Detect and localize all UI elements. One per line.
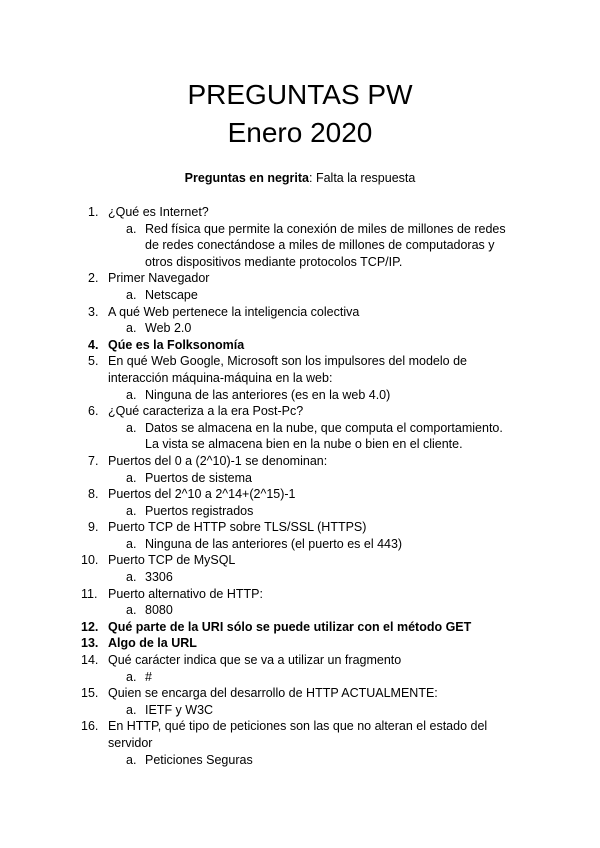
question-text: Algo de la URL <box>108 636 197 651</box>
question-item <box>0 270 528 287</box>
answer-item <box>0 420 520 453</box>
question-item <box>0 337 528 354</box>
answer-item <box>0 387 520 404</box>
question-number: 9. <box>88 520 99 535</box>
answer-text: IETF y W3C <box>145 702 214 717</box>
question-item <box>0 304 528 321</box>
question-number: 6. <box>88 404 99 419</box>
question-number: 15. <box>81 686 99 701</box>
question-text: ¿Qué caracteriza a la era Post-Pc? <box>108 404 304 419</box>
answer-item <box>0 320 520 337</box>
question-number: 16. <box>81 719 99 734</box>
question-item <box>0 652 528 669</box>
question-item <box>0 486 528 503</box>
question-item <box>0 635 528 652</box>
question-number: 2. <box>88 271 99 286</box>
question-item <box>0 353 528 386</box>
question-item <box>0 718 528 751</box>
answer-letter: a. <box>126 503 137 518</box>
question-item <box>0 619 528 636</box>
answer-text: Web 2.0 <box>145 321 192 336</box>
answer-text: # <box>145 669 152 684</box>
question-item <box>0 586 528 603</box>
answer-text: Ninguna de las anteriores (es en la web 4.0) <box>145 387 391 402</box>
question-text: En HTTP, qué tipo de peticiones son las que no alteran el estado del servidor <box>108 719 488 750</box>
answer-text: Puertos registrados <box>145 503 254 518</box>
legend-text: : Falta la respuesta <box>309 171 416 185</box>
answer-text: Puertos de sistema <box>145 470 252 485</box>
question-number: 4. <box>88 337 99 352</box>
answer-letter: a. <box>126 570 137 585</box>
answer-item <box>0 752 520 769</box>
answer-letter: a. <box>126 603 137 618</box>
question-list <box>0 204 600 768</box>
answer-text: Peticiones Seguras <box>145 752 253 767</box>
question-text: Quien se encarga del desarrollo de HTTP ACTUALMENTE: <box>108 686 438 701</box>
question-text: Puertos del 2^10 a 2^14+(2^15)-1 <box>108 487 296 502</box>
question-item <box>0 453 528 470</box>
answer-item <box>0 470 520 487</box>
document-subtitle-date: Enero 2020 <box>227 117 373 148</box>
question-number: 14. <box>81 653 99 668</box>
question-item <box>0 685 528 702</box>
answer-text: Red física que permite la conexión de miles de millones de redes de redes conectándose a miles de millones de computadoras y otros dispositivos mediante protocolos TCP/IP. <box>145 221 506 269</box>
answer-text: 8080 <box>145 603 173 618</box>
question-text: ¿Qué es Internet? <box>108 205 209 219</box>
answer-text: Datos se almacena en la nube, que computa el comportamiento. La vista se almacena bien en la nube o bien en el cliente. <box>145 420 503 452</box>
question-text: Puertos del 0 a (2^10)-1 se denominan: <box>108 453 328 468</box>
question-item <box>0 519 528 536</box>
answer-text: Netscape <box>145 287 198 302</box>
question-number: 11. <box>81 586 98 601</box>
answer-text: Ninguna de las anteriores (el puerto es el 443) <box>145 536 403 551</box>
question-text: Puerto TCP de MySQL <box>108 553 236 568</box>
question-number: 7. <box>88 453 99 468</box>
question-number: 3. <box>88 304 99 319</box>
question-number: 1. <box>88 205 99 219</box>
question-number: 12. <box>81 619 99 634</box>
legend-bold-label: Preguntas en negrita <box>184 171 310 185</box>
answer-letter: a. <box>126 221 137 236</box>
question-number: 8. <box>88 487 99 502</box>
question-item <box>0 403 528 420</box>
question-text: Qué parte de la URI sólo se puede utilizar con el método GET <box>108 619 472 634</box>
answer-letter: a. <box>126 669 137 684</box>
question-text: En qué Web Google, Microsoft son los impulsores del modelo de interacción máquina-máquina en la web: <box>108 354 467 385</box>
legend-note <box>0 170 600 186</box>
answer-item <box>0 602 520 619</box>
answer-letter: a. <box>126 470 137 485</box>
answer-item <box>0 221 520 271</box>
question-text: Puerto TCP de HTTP sobre TLS/SSL (HTTPS) <box>108 520 367 535</box>
answer-item <box>0 569 520 586</box>
answer-letter: a. <box>126 752 137 767</box>
answer-letter: a. <box>126 536 137 551</box>
answer-item <box>0 669 520 686</box>
answer-item <box>0 287 520 304</box>
question-text: Qué carácter indica que se va a utilizar un fragmento <box>108 653 402 668</box>
answer-item <box>0 702 520 719</box>
answer-letter: a. <box>126 702 137 717</box>
document-title: PREGUNTAS PW <box>187 79 413 110</box>
answer-letter: a. <box>126 287 137 302</box>
answer-letter: a. <box>126 420 137 435</box>
question-number: 13. <box>81 636 99 651</box>
question-item <box>0 204 528 221</box>
question-text: Primer Navegador <box>108 271 210 286</box>
question-item <box>0 552 528 569</box>
answer-letter: a. <box>126 387 137 402</box>
answer-text: 3306 <box>145 570 173 585</box>
question-number: 10. <box>81 553 99 568</box>
question-text: Puerto alternativo de HTTP: <box>108 586 263 601</box>
question-number: 5. <box>88 354 99 369</box>
question-text: A qué Web pertenece la inteligencia colectiva <box>108 304 360 319</box>
question-text: Qúe es la Folksonomía <box>108 337 245 352</box>
answer-item <box>0 536 520 553</box>
answer-item <box>0 503 520 520</box>
answer-letter: a. <box>126 321 137 336</box>
